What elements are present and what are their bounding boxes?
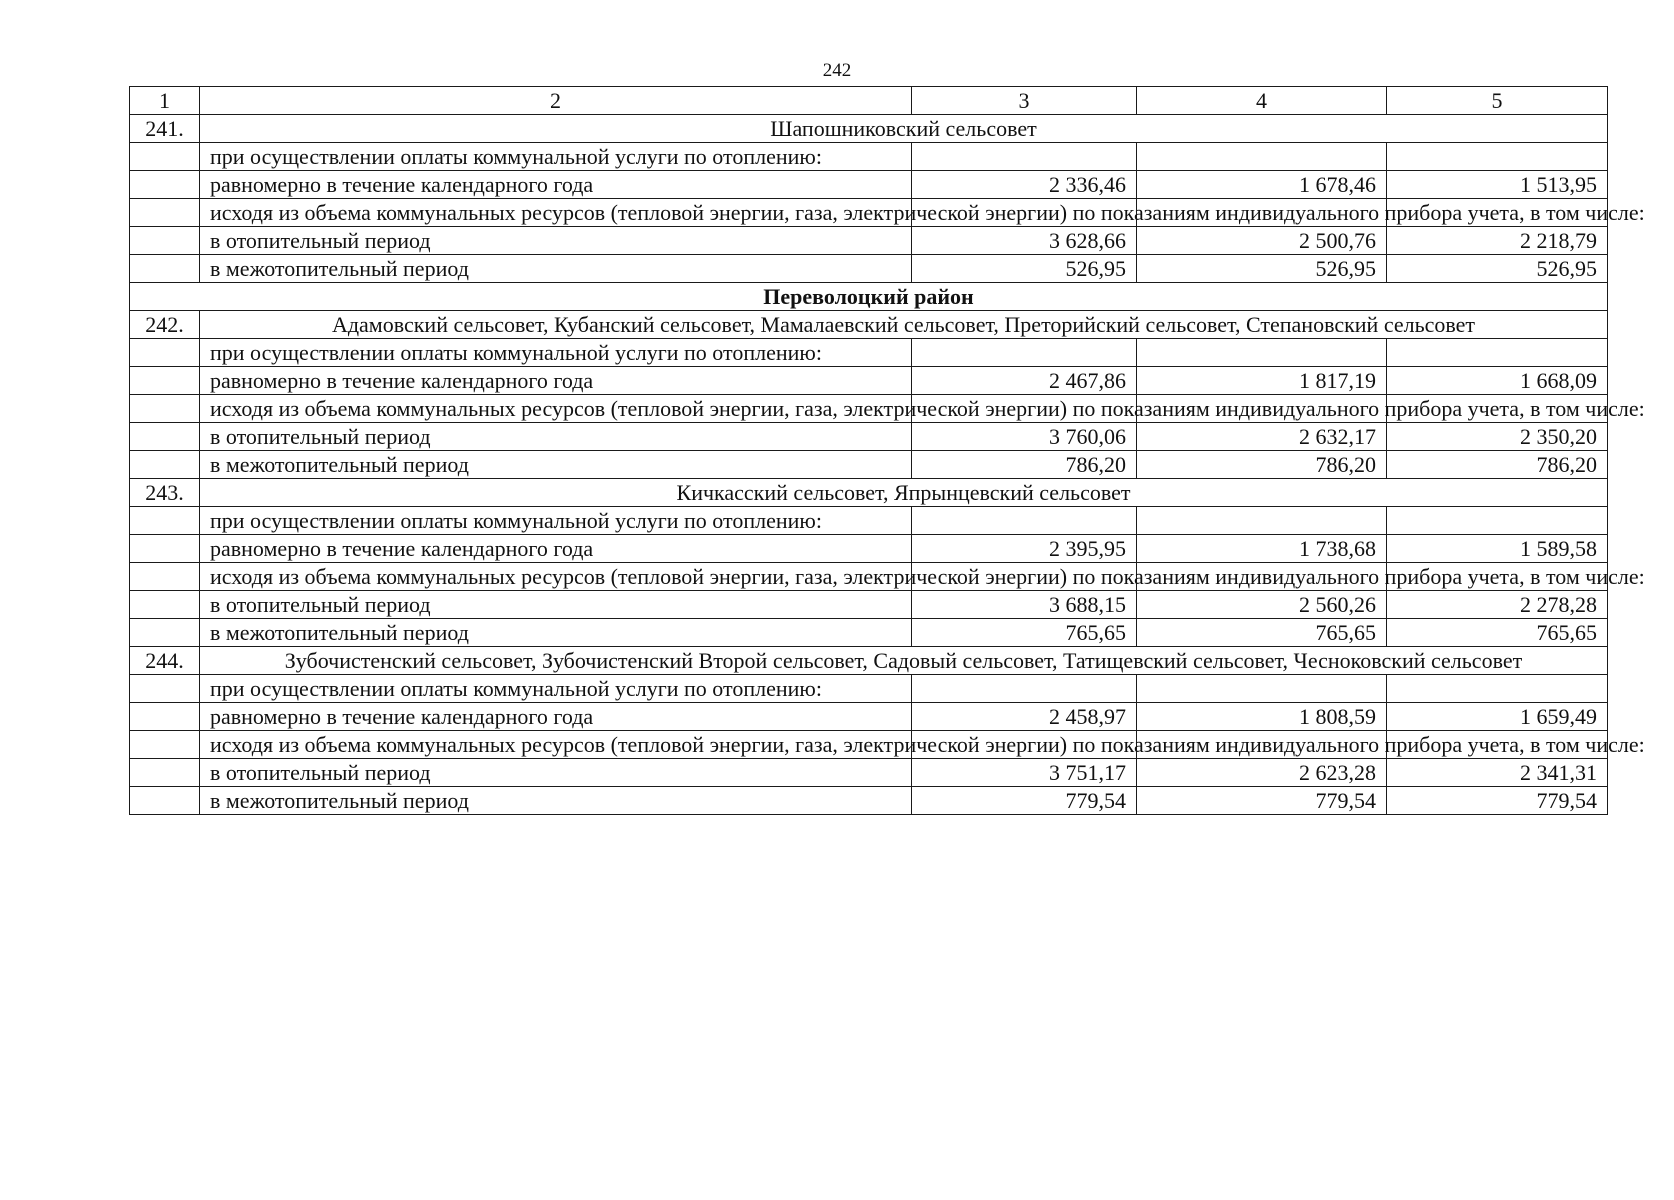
value-cell (1387, 143, 1608, 171)
value-cell: 765,65 (1387, 619, 1608, 647)
value-cell: 2 218,79 (1387, 227, 1608, 255)
value-cell (912, 339, 1137, 367)
row-label: в межотопительный период (200, 451, 912, 479)
row-label: равномерно в течение календарного года (200, 703, 912, 731)
group-title: Адамовский сельсовет, Кубанский сельсовет, Мамалаевский сельсовет, Преторийский сельсовет, Степановский сельсовет (200, 311, 1608, 339)
uniform-payment-row (130, 535, 1608, 563)
column-header: 5 (1387, 87, 1608, 115)
heating-period-row (130, 759, 1608, 787)
value-cell: 786,20 (1387, 451, 1608, 479)
interheating-period-row (130, 255, 1608, 283)
group-number: 241. (130, 115, 200, 143)
value-cell: 779,54 (1387, 787, 1608, 815)
group-title: Зубочистенский сельсовет, Зубочистенский Второй сельсовет, Садовый сельсовет, Татищевский сельсовет, Чесноковский сельсовет (200, 647, 1608, 675)
heating-payment-row (130, 143, 1608, 171)
value-cell: 2 623,28 (1137, 759, 1387, 787)
row-label: исходя из объема коммунальных ресурсов (тепловой энергии, газа, электрической энергии) по показаниям индивидуального прибора учета, в том числе: (200, 563, 912, 591)
value-cell: 2 395,95 (912, 535, 1137, 563)
value-cell: 765,65 (1137, 619, 1387, 647)
row-number-cell (130, 731, 200, 759)
value-cell: 2 500,76 (1137, 227, 1387, 255)
row-label: при осуществлении оплаты коммунальной услуги по отоплению: (200, 507, 912, 535)
column-number-row (130, 87, 1608, 115)
meter-payment-row (130, 731, 1608, 759)
value-cell: 779,54 (912, 787, 1137, 815)
value-cell: 1 589,58 (1387, 535, 1608, 563)
value-cell: 3 751,17 (912, 759, 1137, 787)
value-cell: 526,95 (912, 255, 1137, 283)
row-number-cell (130, 675, 200, 703)
row-label: при осуществлении оплаты коммунальной услуги по отоплению: (200, 675, 912, 703)
row-label: равномерно в течение календарного года (200, 171, 912, 199)
value-cell: 1 817,19 (1137, 367, 1387, 395)
value-cell (912, 143, 1137, 171)
row-label: равномерно в течение календарного года (200, 535, 912, 563)
heating-period-row (130, 423, 1608, 451)
value-cell: 2 278,28 (1387, 591, 1608, 619)
value-cell: 1 808,59 (1137, 703, 1387, 731)
row-number-cell (130, 255, 200, 283)
value-cell (912, 507, 1137, 535)
heating-period-row (130, 227, 1608, 255)
meter-payment-row (130, 395, 1608, 423)
row-number-cell (130, 339, 200, 367)
group-number: 243. (130, 479, 200, 507)
heating-payment-row (130, 339, 1608, 367)
value-cell: 2 350,20 (1387, 423, 1608, 451)
row-label: в отопительный период (200, 227, 912, 255)
uniform-payment-row (130, 367, 1608, 395)
column-header: 1 (130, 87, 200, 115)
row-number-cell (130, 423, 200, 451)
row-number-cell (130, 367, 200, 395)
row-label: в отопительный период (200, 759, 912, 787)
value-cell: 3 688,15 (912, 591, 1137, 619)
row-number-cell (130, 563, 200, 591)
tariff-table (129, 86, 1645, 815)
value-cell: 526,95 (1387, 255, 1608, 283)
value-cell: 786,20 (1137, 451, 1387, 479)
heating-payment-row (130, 507, 1608, 535)
row-label: при осуществлении оплаты коммунальной услуги по отоплению: (200, 143, 912, 171)
uniform-payment-row (130, 171, 1608, 199)
value-cell (1137, 507, 1387, 535)
row-number-cell (130, 787, 200, 815)
district-row (130, 283, 1608, 311)
heating-payment-row (130, 675, 1608, 703)
row-number-cell (130, 143, 200, 171)
row-label: исходя из объема коммунальных ресурсов (тепловой энергии, газа, электрической энергии) по показаниям индивидуального прибора учета, в том числе: (200, 731, 912, 759)
row-number-cell (130, 591, 200, 619)
group-header-row (130, 311, 1608, 339)
row-number-cell (130, 199, 200, 227)
row-label: в межотопительный период (200, 255, 912, 283)
group-header-row (130, 115, 1608, 143)
row-number-cell (130, 451, 200, 479)
group-number: 242. (130, 311, 200, 339)
value-cell: 3 628,66 (912, 227, 1137, 255)
value-cell (1137, 675, 1387, 703)
value-cell: 2 467,86 (912, 367, 1137, 395)
value-cell (1387, 507, 1608, 535)
row-label: в отопительный период (200, 423, 912, 451)
group-header-row (130, 647, 1608, 675)
row-number-cell (130, 227, 200, 255)
meter-payment-row (130, 563, 1608, 591)
row-number-cell (130, 619, 200, 647)
column-header: 2 (200, 87, 912, 115)
value-cell: 1 668,09 (1387, 367, 1608, 395)
value-cell (1387, 675, 1608, 703)
value-cell: 1 738,68 (1137, 535, 1387, 563)
meter-payment-row (130, 199, 1608, 227)
row-number-cell (130, 535, 200, 563)
group-title: Кичкасский сельсовет, Япрынцевский сельсовет (200, 479, 1608, 507)
interheating-period-row (130, 619, 1608, 647)
row-number-cell (130, 395, 200, 423)
group-header-row (130, 479, 1608, 507)
value-cell: 2 560,26 (1137, 591, 1387, 619)
row-label: равномерно в течение календарного года (200, 367, 912, 395)
row-label: в отопительный период (200, 591, 912, 619)
row-number-cell (130, 171, 200, 199)
value-cell (1137, 143, 1387, 171)
value-cell: 2 632,17 (1137, 423, 1387, 451)
group-title: Шапошниковский сельсовет (200, 115, 1608, 143)
value-cell: 2 336,46 (912, 171, 1137, 199)
value-cell: 1 659,49 (1387, 703, 1608, 731)
heating-period-row (130, 591, 1608, 619)
value-cell: 1 678,46 (1137, 171, 1387, 199)
value-cell: 786,20 (912, 451, 1137, 479)
interheating-period-row (130, 451, 1608, 479)
row-label: исходя из объема коммунальных ресурсов (тепловой энергии, газа, электрической энергии) по показаниям индивидуального прибора учета, в том числе: (200, 395, 912, 423)
value-cell: 1 513,95 (1387, 171, 1608, 199)
value-cell: 526,95 (1137, 255, 1387, 283)
value-cell (912, 675, 1137, 703)
row-label: в межотопительный период (200, 787, 912, 815)
column-header: 4 (1137, 87, 1387, 115)
row-number-cell (130, 507, 200, 535)
tariff-table-body (130, 87, 1645, 815)
row-label: в межотопительный период (200, 619, 912, 647)
page-number: 242 (822, 60, 852, 81)
value-cell (1137, 339, 1387, 367)
row-label: исходя из объема коммунальных ресурсов (тепловой энергии, газа, электрической энергии) по показаниям индивидуального прибора учета, в том числе: (200, 199, 912, 227)
row-number-cell (130, 703, 200, 731)
value-cell (1387, 339, 1608, 367)
value-cell: 765,65 (912, 619, 1137, 647)
district-title: Переволоцкий район (130, 283, 1608, 311)
value-cell: 2 341,31 (1387, 759, 1608, 787)
uniform-payment-row (130, 703, 1608, 731)
value-cell: 779,54 (1137, 787, 1387, 815)
interheating-period-row (130, 787, 1608, 815)
group-number: 244. (130, 647, 200, 675)
row-number-cell (130, 759, 200, 787)
value-cell: 2 458,97 (912, 703, 1137, 731)
value-cell: 3 760,06 (912, 423, 1137, 451)
row-label: при осуществлении оплаты коммунальной услуги по отоплению: (200, 339, 912, 367)
column-header: 3 (912, 87, 1137, 115)
